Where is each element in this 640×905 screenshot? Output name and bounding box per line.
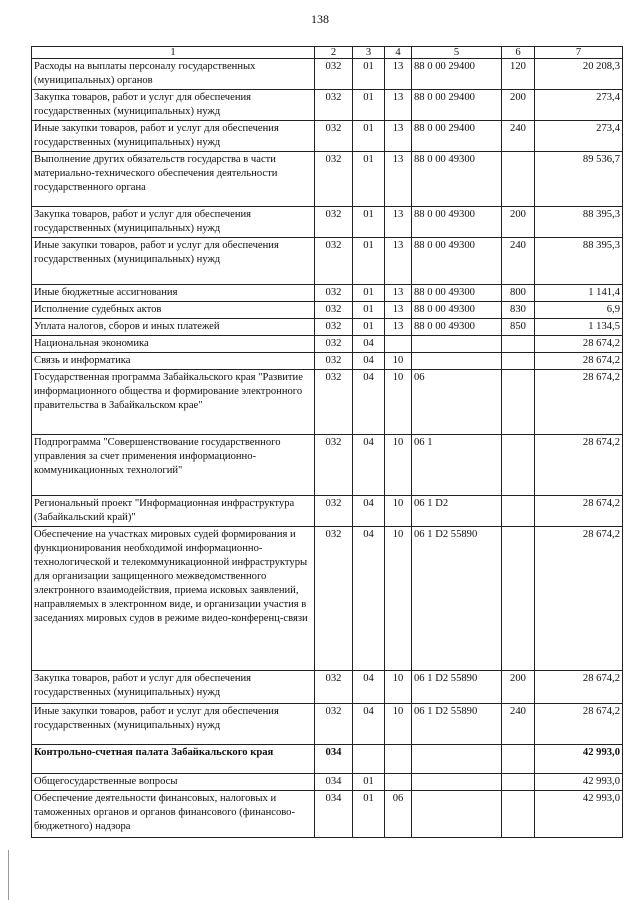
table-row [32, 774, 623, 791]
table-row [32, 496, 623, 527]
row-expense-type [502, 336, 535, 353]
column-header: 7 [535, 47, 623, 59]
row-admin-code: 032 [315, 704, 353, 745]
row-name: Иные закупки товаров, работ и услуг для обеспечения государственных (муниципальных) нужд [32, 238, 315, 285]
row-section: 01 [353, 121, 385, 152]
row-name: Контрольно-счетная палата Забайкальского края [32, 745, 315, 774]
table-row [32, 370, 623, 435]
row-section: 01 [353, 238, 385, 285]
row-amount: 28 674,2 [535, 353, 623, 370]
table-row [32, 285, 623, 302]
table-row [32, 238, 623, 285]
row-subsection [385, 745, 412, 774]
row-amount: 42 993,0 [535, 745, 623, 774]
column-header: 6 [502, 47, 535, 59]
row-name: Выполнение других обязательств государства в части материально-технического обеспечения деятельности государственного органа [32, 152, 315, 207]
row-target-article: 88 0 00 29400 [412, 90, 502, 121]
row-amount: 42 993,0 [535, 791, 623, 838]
row-section: 04 [353, 704, 385, 745]
row-admin-code: 034 [315, 745, 353, 774]
row-subsection: 10 [385, 370, 412, 435]
row-name: Иные закупки товаров, работ и услуг для обеспечения государственных (муниципальных) нужд [32, 704, 315, 745]
row-expense-type [502, 496, 535, 527]
row-section: 01 [353, 774, 385, 791]
row-expense-type: 240 [502, 704, 535, 745]
row-expense-type: 800 [502, 285, 535, 302]
row-expense-type: 200 [502, 671, 535, 704]
row-amount: 28 674,2 [535, 496, 623, 527]
row-amount: 28 674,2 [535, 435, 623, 496]
row-amount: 28 674,2 [535, 671, 623, 704]
table-row [32, 121, 623, 152]
row-expense-type: 200 [502, 90, 535, 121]
row-target-article: 88 0 00 49300 [412, 238, 502, 285]
row-amount: 6,9 [535, 302, 623, 319]
row-target-article: 06 1 [412, 435, 502, 496]
row-admin-code: 032 [315, 207, 353, 238]
row-target-article [412, 774, 502, 791]
column-header: 5 [412, 47, 502, 59]
row-subsection: 13 [385, 319, 412, 336]
row-amount: 28 674,2 [535, 704, 623, 745]
row-target-article: 88 0 00 29400 [412, 121, 502, 152]
table-row [32, 791, 623, 838]
row-target-article: 06 [412, 370, 502, 435]
table-header-row [32, 47, 623, 59]
row-expense-type [502, 370, 535, 435]
row-section: 01 [353, 791, 385, 838]
row-section: 04 [353, 496, 385, 527]
row-subsection: 10 [385, 435, 412, 496]
row-section: 01 [353, 90, 385, 121]
row-section: 01 [353, 207, 385, 238]
row-admin-code: 032 [315, 121, 353, 152]
table-row [32, 207, 623, 238]
row-name: Иные закупки товаров, работ и услуг для обеспечения государственных (муниципальных) нужд [32, 121, 315, 152]
row-amount: 273,4 [535, 90, 623, 121]
row-amount: 28 674,2 [535, 527, 623, 671]
row-subsection: 10 [385, 671, 412, 704]
row-section: 04 [353, 353, 385, 370]
row-name: Расходы на выплаты персоналу государственных (муниципальных) органов [32, 59, 315, 90]
row-section: 04 [353, 527, 385, 671]
row-target-article: 88 0 00 49300 [412, 152, 502, 207]
row-section: 04 [353, 370, 385, 435]
row-section: 01 [353, 319, 385, 336]
row-subsection: 10 [385, 704, 412, 745]
table-row [32, 671, 623, 704]
row-subsection: 13 [385, 152, 412, 207]
row-name: Связь и информатика [32, 353, 315, 370]
row-name: Подпрограмма "Совершенствование государственного управления за счет применения информационно-коммуникационных технологий" [32, 435, 315, 496]
row-target-article: 88 0 00 49300 [412, 207, 502, 238]
row-name: Общегосударственные вопросы [32, 774, 315, 791]
row-amount: 42 993,0 [535, 774, 623, 791]
table-row [32, 319, 623, 336]
budget-table [31, 46, 623, 838]
row-subsection: 13 [385, 90, 412, 121]
row-admin-code: 034 [315, 791, 353, 838]
table-row [32, 527, 623, 671]
row-admin-code: 032 [315, 527, 353, 671]
row-name: Закупка товаров, работ и услуг для обеспечения государственных (муниципальных) нужд [32, 207, 315, 238]
row-target-article: 88 0 00 49300 [412, 285, 502, 302]
row-subsection: 06 [385, 791, 412, 838]
row-subsection: 13 [385, 285, 412, 302]
row-expense-type [502, 435, 535, 496]
row-admin-code: 032 [315, 496, 353, 527]
table-row [32, 435, 623, 496]
row-section: 04 [353, 435, 385, 496]
row-expense-type [502, 527, 535, 671]
table-row [32, 336, 623, 353]
column-header: 3 [353, 47, 385, 59]
row-subsection [385, 336, 412, 353]
row-subsection: 10 [385, 527, 412, 671]
table-row [32, 745, 623, 774]
row-section: 01 [353, 152, 385, 207]
row-target-article: 88 0 00 49300 [412, 302, 502, 319]
row-name: Региональный проект "Информационная инфраструктура (Забайкальский край)" [32, 496, 315, 527]
table-row [32, 152, 623, 207]
row-amount: 1 134,5 [535, 319, 623, 336]
row-section: 04 [353, 671, 385, 704]
row-admin-code: 032 [315, 302, 353, 319]
row-target-article: 06 1 D2 55890 [412, 671, 502, 704]
row-name: Закупка товаров, работ и услуг для обеспечения государственных (муниципальных) нужд [32, 90, 315, 121]
row-admin-code: 032 [315, 90, 353, 121]
row-subsection: 13 [385, 121, 412, 152]
row-amount: 273,4 [535, 121, 623, 152]
row-admin-code: 032 [315, 671, 353, 704]
table-row [32, 353, 623, 370]
table-row [32, 59, 623, 90]
row-amount: 28 674,2 [535, 370, 623, 435]
row-expense-type [502, 353, 535, 370]
row-amount: 28 674,2 [535, 336, 623, 353]
row-name: Иные бюджетные ассигнования [32, 285, 315, 302]
row-admin-code: 032 [315, 353, 353, 370]
row-name: Исполнение судебных актов [32, 302, 315, 319]
row-expense-type: 120 [502, 59, 535, 90]
row-admin-code: 032 [315, 435, 353, 496]
row-admin-code: 034 [315, 774, 353, 791]
scan-margin-line [8, 850, 9, 900]
table-row [32, 90, 623, 121]
row-expense-type [502, 745, 535, 774]
row-target-article: 88 0 00 49300 [412, 319, 502, 336]
row-amount: 20 208,3 [535, 59, 623, 90]
row-amount: 89 536,7 [535, 152, 623, 207]
row-section [353, 745, 385, 774]
column-header: 2 [315, 47, 353, 59]
row-admin-code: 032 [315, 59, 353, 90]
row-amount: 88 395,3 [535, 207, 623, 238]
column-header: 1 [32, 47, 315, 59]
row-expense-type [502, 791, 535, 838]
row-admin-code: 032 [315, 319, 353, 336]
row-name: Уплата налогов, сборов и иных платежей [32, 319, 315, 336]
row-expense-type: 240 [502, 238, 535, 285]
row-name: Закупка товаров, работ и услуг для обеспечения государственных (муниципальных) нужд [32, 671, 315, 704]
row-subsection: 13 [385, 59, 412, 90]
row-target-article: 06 1 D2 55890 [412, 704, 502, 745]
page-number: 138 [311, 12, 329, 26]
row-expense-type: 830 [502, 302, 535, 319]
row-expense-type [502, 152, 535, 207]
row-subsection: 10 [385, 353, 412, 370]
row-target-article [412, 353, 502, 370]
row-admin-code: 032 [315, 238, 353, 285]
row-admin-code: 032 [315, 152, 353, 207]
column-header: 4 [385, 47, 412, 59]
row-section: 04 [353, 336, 385, 353]
row-section: 01 [353, 285, 385, 302]
row-name: Национальная экономика [32, 336, 315, 353]
row-target-article [412, 745, 502, 774]
table-row [32, 302, 623, 319]
table-row [32, 704, 623, 745]
row-expense-type: 240 [502, 121, 535, 152]
row-name: Обеспечение деятельности финансовых, налоговых и таможенных органов и органов финансового (финансово-бюджетного) надзора [32, 791, 315, 838]
row-admin-code: 032 [315, 336, 353, 353]
row-subsection: 13 [385, 238, 412, 285]
row-amount: 88 395,3 [535, 238, 623, 285]
row-target-article: 88 0 00 29400 [412, 59, 502, 90]
row-section: 01 [353, 302, 385, 319]
row-admin-code: 032 [315, 285, 353, 302]
row-expense-type [502, 774, 535, 791]
row-expense-type: 850 [502, 319, 535, 336]
row-target-article: 06 1 D2 [412, 496, 502, 527]
row-name: Обеспечение на участках мировых судей формирования и функционирования необходимой информационно-технологической и телекоммуникационной инфраструктуры для организации защищенного межведомственного электронного взаимодействия, приема исковых заявлений, направляемых в электронном виде, и организации участия в заседаниях мировых судов в режиме видео-конференц-связи [32, 527, 315, 671]
row-subsection [385, 774, 412, 791]
row-subsection: 13 [385, 302, 412, 319]
row-admin-code: 032 [315, 370, 353, 435]
row-target-article [412, 336, 502, 353]
row-section: 01 [353, 59, 385, 90]
row-target-article: 06 1 D2 55890 [412, 527, 502, 671]
row-expense-type: 200 [502, 207, 535, 238]
row-subsection: 10 [385, 496, 412, 527]
row-amount: 1 141,4 [535, 285, 623, 302]
row-subsection: 13 [385, 207, 412, 238]
row-name: Государственная программа Забайкальского края "Развитие информационного общества и формирование электронного правительства в Забайкальском крае" [32, 370, 315, 435]
row-target-article [412, 791, 502, 838]
